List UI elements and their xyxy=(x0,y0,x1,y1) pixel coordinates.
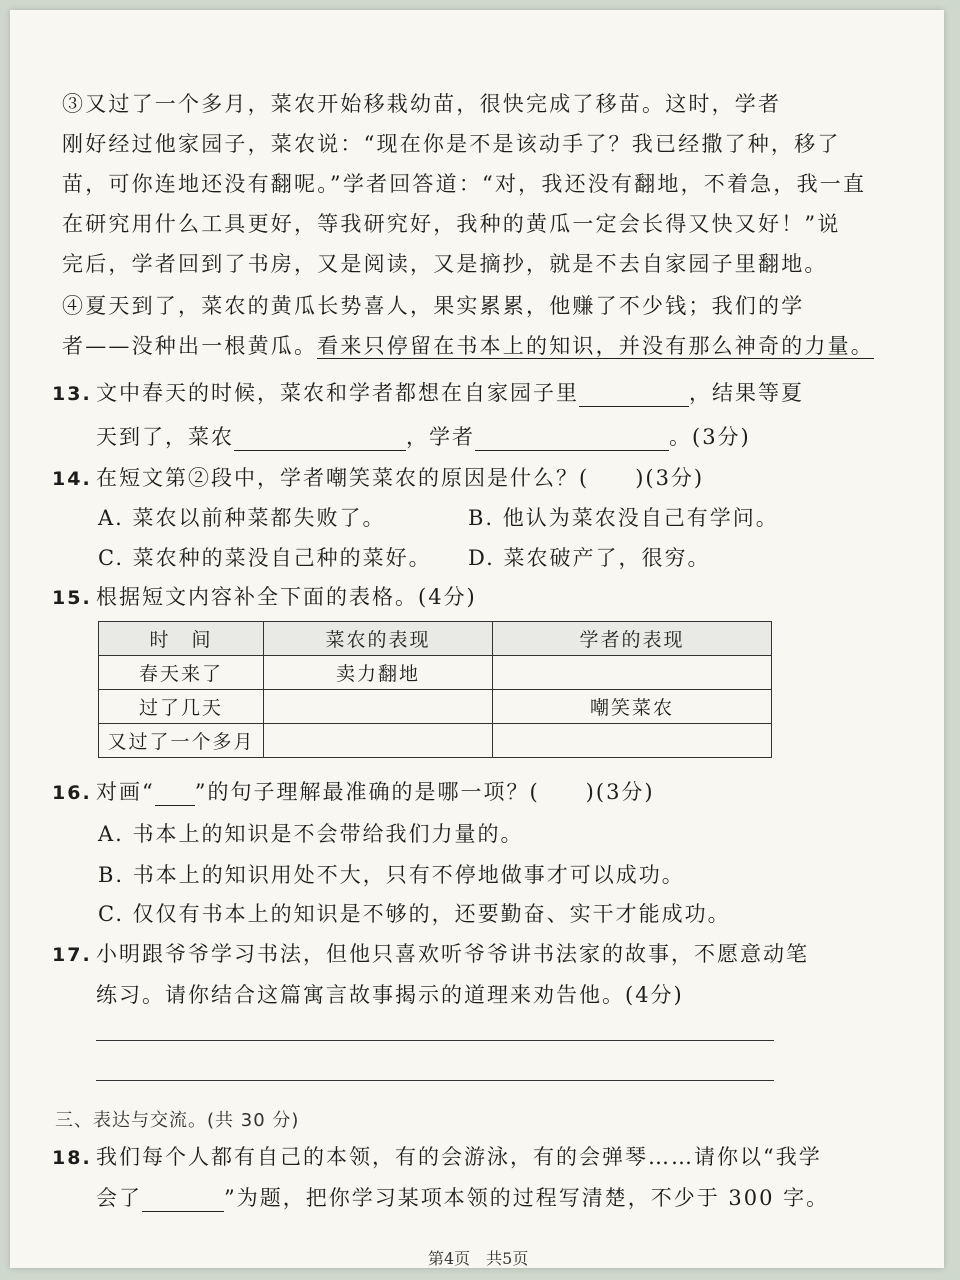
q13-text-a: 文中春天的时候，菜农和学者都想在自家园子里 xyxy=(96,381,579,405)
q14-option-b[interactable]: B. 他认为菜农没自己有学问。 xyxy=(468,506,779,530)
cell-time: 春天来了 xyxy=(99,656,264,690)
table-row xyxy=(99,690,772,724)
q18-line2 xyxy=(96,1182,829,1212)
cell-time: 过了几天 xyxy=(99,690,264,724)
question-17 xyxy=(52,938,809,968)
header-farmer: 菜农的表现 xyxy=(264,622,493,656)
q13-blank-2[interactable] xyxy=(234,428,406,451)
question-number: 15. xyxy=(52,587,92,609)
para3-line1: ③又过了一个多月，菜农开始移栽幼苗，很快完成了移苗。这时，学者 xyxy=(62,92,782,116)
page-footer: 第4页 共5页 xyxy=(428,1249,529,1268)
q13-blank-1[interactable] xyxy=(579,384,689,407)
q15-text: 根据短文内容补全下面的表格。(4分) xyxy=(96,585,477,609)
q18-text-b: ”为题，把你学习某项本领的过程写清楚，不少于 300 字。 xyxy=(224,1186,830,1210)
question-13 xyxy=(52,377,804,407)
cell-time: 又过了一个多月 xyxy=(99,724,264,758)
para3-line5: 完后，学者回到了书房，又是阅读，又是摘抄，就是不去自家园子里翻地。 xyxy=(62,252,828,276)
q18-line1: 我们每个人都有自己的本领，有的会游泳，有的会弹琴……请你以“我学 xyxy=(96,1145,822,1169)
q16-option-a[interactable]: A. 书本上的知识是不会带给我们力量的。 xyxy=(98,822,524,846)
para4-line2 xyxy=(62,326,875,366)
q13-text-b: ，结果等夏 xyxy=(689,381,804,405)
para4-text: 者——没种出一根黄瓜。 xyxy=(62,334,318,358)
question-14 xyxy=(52,462,704,492)
question-number: 14. xyxy=(52,468,92,490)
table-header-row xyxy=(99,622,772,656)
question-number: 16. xyxy=(52,782,92,804)
answer-line-2[interactable] xyxy=(96,1080,774,1081)
cell-farmer: 卖力翻地 xyxy=(264,656,493,690)
q18-text-a: 会了 xyxy=(96,1186,142,1210)
q16-option-b[interactable]: B. 书本上的知识用处不大，只有不停地做事才可以成功。 xyxy=(98,863,685,887)
q17-line2: 练习。请你结合这篇寓言故事揭示的道理来劝告他。(4分) xyxy=(96,983,684,1007)
question-number: 18. xyxy=(52,1147,92,1169)
q13-text-c: 天到了，菜农 xyxy=(96,425,234,449)
exam-page xyxy=(10,10,944,1268)
performance-table xyxy=(98,621,772,758)
para3-line2: 刚好经过他家园子，菜农说：“现在你是不是该动手了？我已经撒了种，移了 xyxy=(62,132,841,156)
header-scholar: 学者的表现 xyxy=(493,622,772,656)
underlined-sentence: 看来只停留在书本上的知识，并没有那么神奇的力量。 xyxy=(317,334,875,358)
cell-farmer[interactable] xyxy=(264,690,493,724)
q14-text: 在短文第②段中，学者嘲笑菜农的原因是什么？( )(3分) xyxy=(96,466,705,490)
q16-text-pre: 对画“ xyxy=(96,780,155,804)
header-time: 时 间 xyxy=(99,622,264,656)
para4-line1: ④夏天到了，菜农的黄瓜长势喜人，果实累累，他赚了不少钱；我们的学 xyxy=(62,294,805,318)
question-15 xyxy=(52,581,477,611)
cell-farmer[interactable] xyxy=(264,724,493,758)
q14-option-a[interactable]: A. 菜农以前种菜都失败了。 xyxy=(98,506,386,530)
q17-line1: 小明跟爷爷学习书法，但他只喜欢听爷爷讲书法家的故事，不愿意动笔 xyxy=(96,942,809,966)
q14-option-d[interactable]: D. 菜农破产了，很穷。 xyxy=(468,546,711,570)
para3-line4: 在研究用什么工具更好，等我研究好，我种的黄瓜一定会长得又快又好！”说 xyxy=(62,212,841,236)
q13-text-e: 。(3分) xyxy=(669,425,751,449)
section-heading: 三、表达与交流。(共 30 分) xyxy=(55,1110,300,1131)
question-13-line2 xyxy=(96,421,751,451)
q16-underline-mark xyxy=(155,783,195,806)
question-18 xyxy=(52,1141,822,1171)
q13-blank-3[interactable] xyxy=(475,428,669,451)
cell-scholar[interactable] xyxy=(493,656,772,690)
table-row xyxy=(99,656,772,690)
q14-option-c[interactable]: C. 菜农种的菜没自己种的菜好。 xyxy=(98,546,432,570)
q18-title-blank[interactable] xyxy=(142,1189,224,1212)
q16-option-c[interactable]: C. 仅仅有书本上的知识是不够的，还要勤奋、实干才能成功。 xyxy=(98,902,731,926)
answer-line-1[interactable] xyxy=(96,1040,774,1041)
cell-scholar: 嘲笑菜农 xyxy=(493,690,772,724)
q13-text-d: ，学者 xyxy=(406,425,475,449)
q16-text-post: ”的句子理解最准确的是哪一项？( )(3分) xyxy=(194,780,655,804)
question-16 xyxy=(52,776,655,806)
table-row xyxy=(99,724,772,758)
question-number: 17. xyxy=(52,944,92,966)
para3-line3: 苗，可你连地还没有翻呢。”学者回答道：“对，我还没有翻地，不着急，我一直 xyxy=(62,172,867,196)
question-number: 13. xyxy=(52,383,92,405)
cell-scholar[interactable] xyxy=(493,724,772,758)
